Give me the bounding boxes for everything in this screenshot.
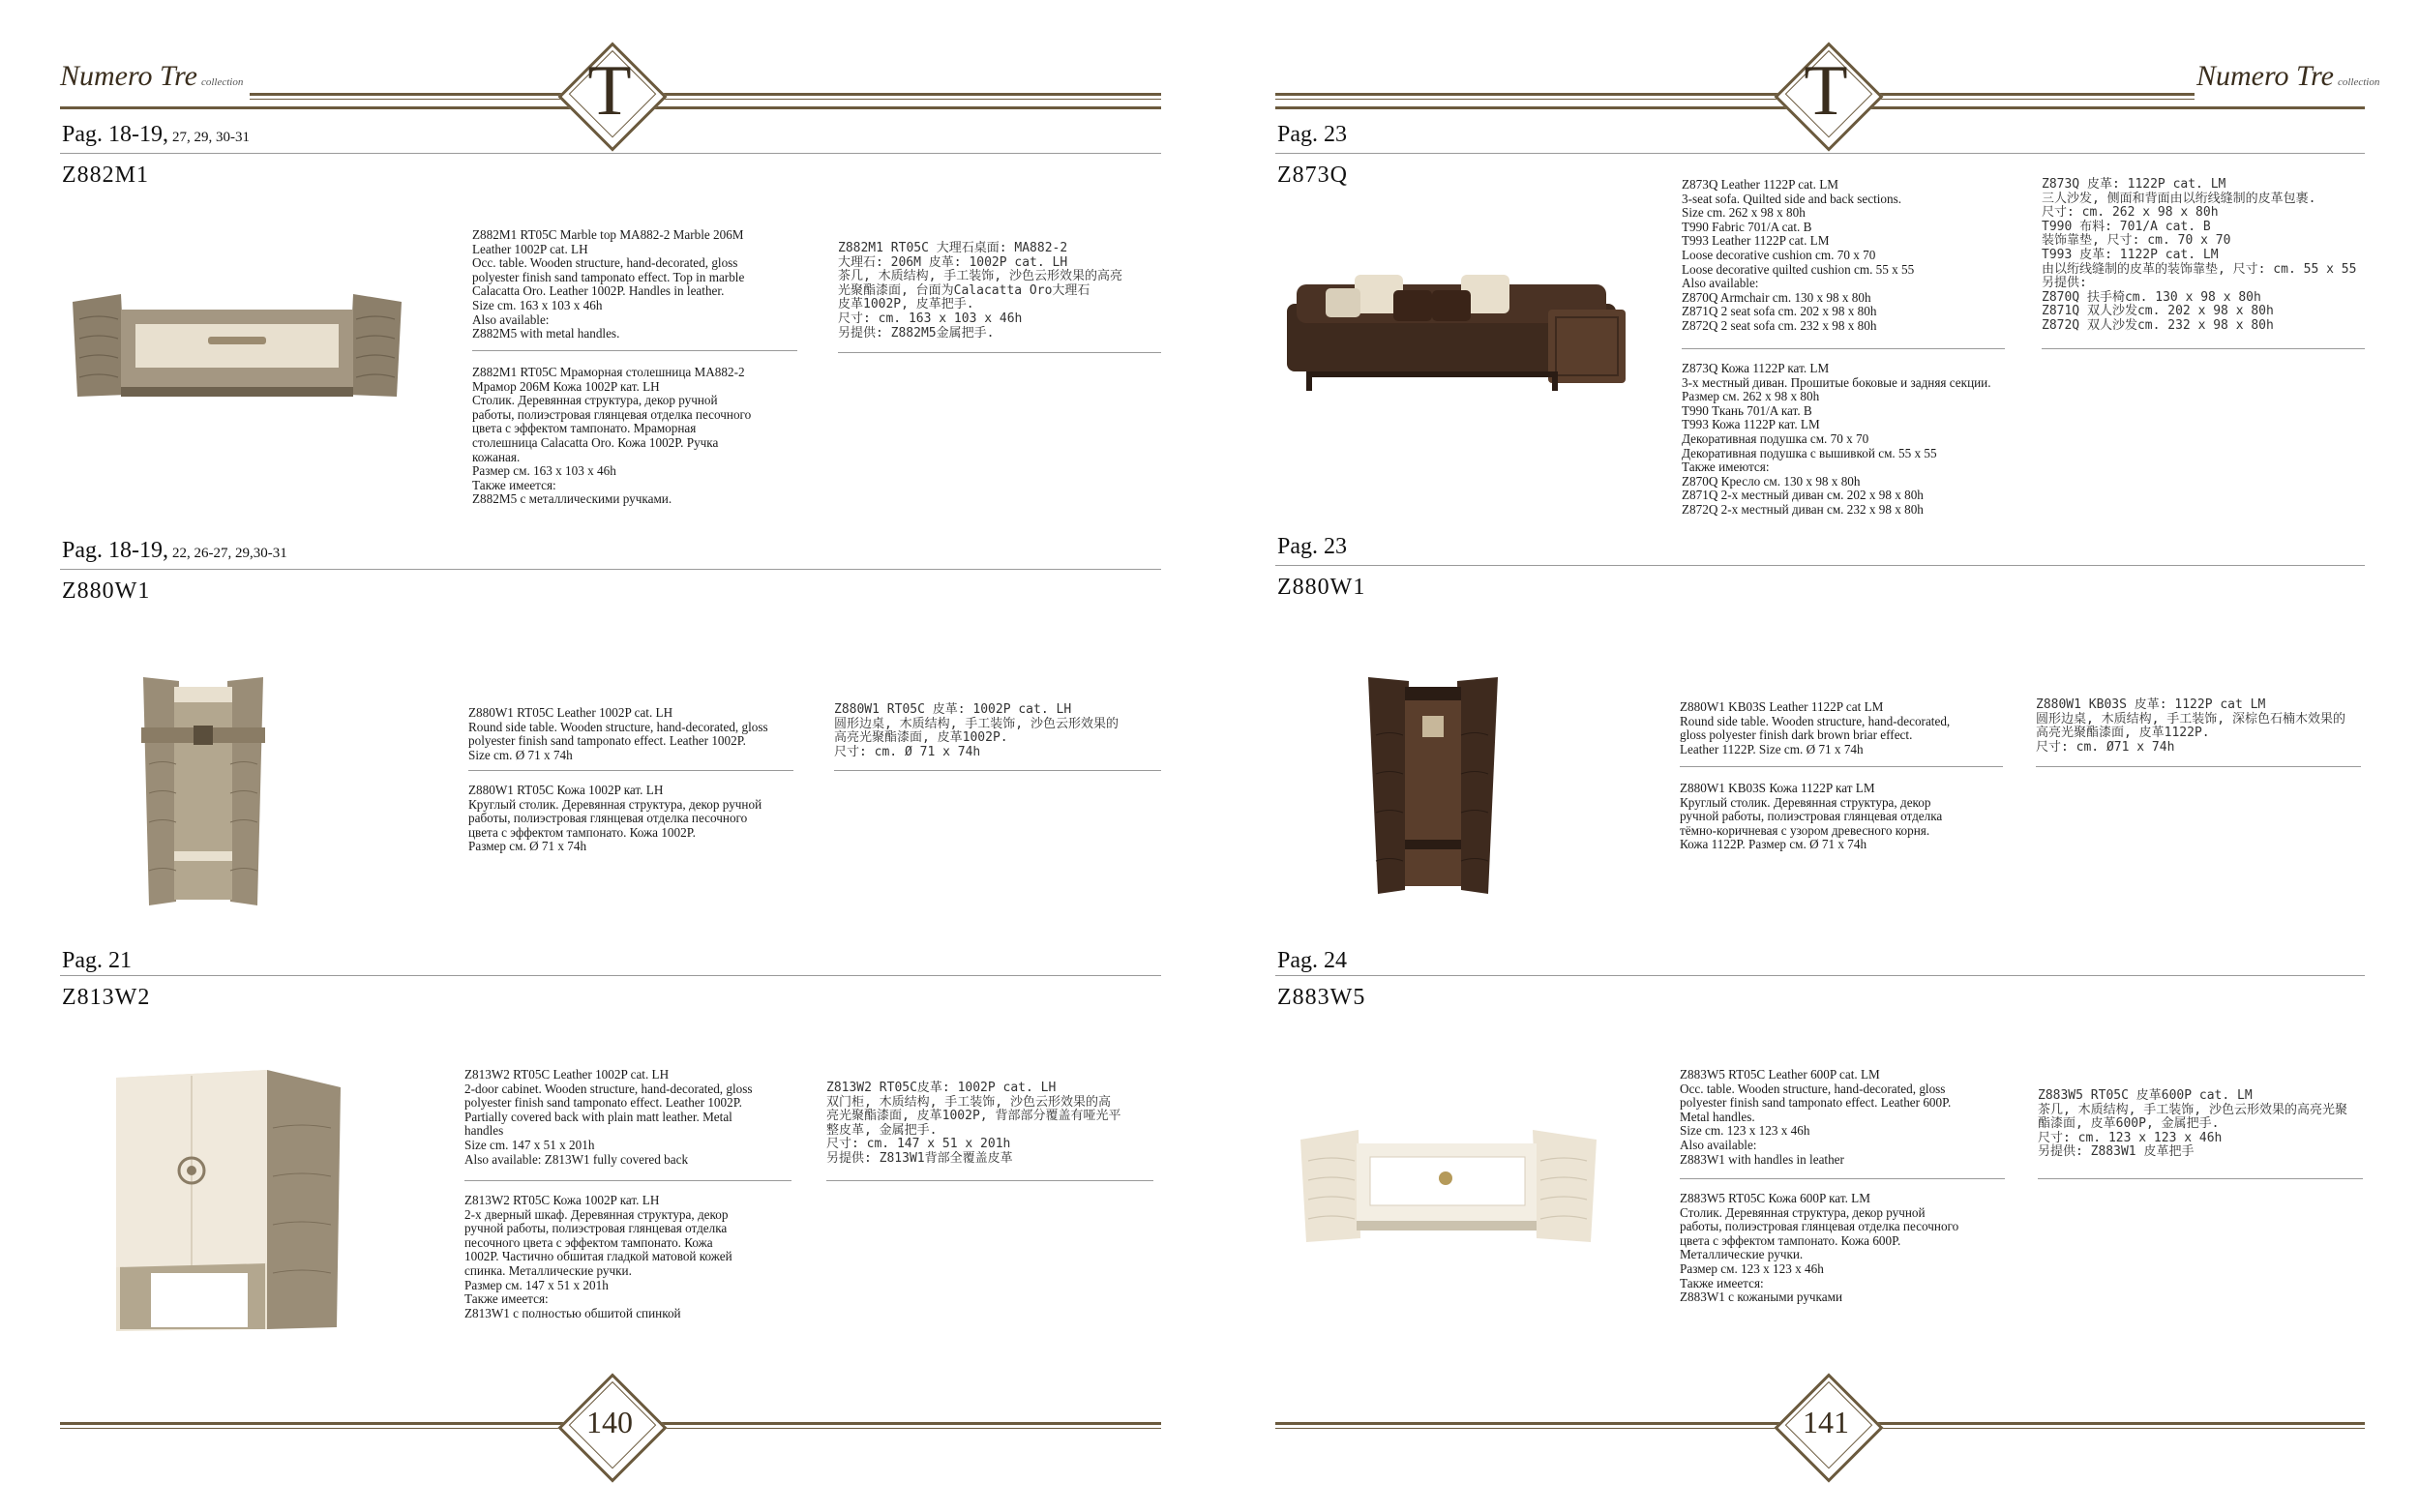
description-cn: Z880W1 RT05C 皮革: 1002P cat. LH 圆形边桌, 木质结构, 手工装饰, 沙色云形效果的 高亮光聚酯漆面, 皮革1002P. 尺寸: cm. Ø 71 x 74h: [834, 702, 1119, 759]
product-image-z880w1-brown: [1362, 677, 1504, 896]
description-ru: Z880W1 RT05C Кожа 1002P кат. LH Круглый столик. Деревянная структура, декор ручной работы, полиэстровая глянцевая отделка песочного цвета с эффектом тампонато. Кожа 1002P. Размер см. Ø 71 x 74h: [468, 783, 762, 854]
monogram-letter: T: [587, 51, 632, 131]
page-reference: Pag. 24: [1277, 948, 1347, 973]
description-cn: Z883W5 RT05C 皮革600P cat. LM 茶几, 木质结构, 手工装饰, 沙色云形效果的高亮光聚 酯漆面, 皮革600P, 金属把手. 尺寸: cm. 123 x 123 x 46h 另提供: Z883W1 皮革把手: [2038, 1088, 2347, 1160]
product-image-z813w2: [112, 1070, 344, 1333]
product-code: Z883W5: [1277, 985, 1366, 1010]
product-code: Z882M1: [62, 163, 149, 188]
description-ru: Z880W1 KB03S Кожа 1122P кат LM Круглый столик. Деревянная структура, декор ручной работы, полиэстровая глянцевая отделка тёмно-коричневая с узором древесного корня. Кожа 1122P. Размер см. Ø 71 x 74h: [1680, 781, 1943, 852]
description-cn: Z813W2 RT05C皮革: 1002P cat. LH 双门柜, 木质结构, 手工装饰, 沙色云形效果的高 亮光聚酯漆面, 皮革1002P, 背部部分覆盖有哑光平 整皮革, 金属把手. 尺寸: cm. 147 x 51 x 201h 另提供: Z813W1背部全覆盖皮革: [826, 1081, 1121, 1166]
brand-logo: Numero Tre collection: [60, 60, 244, 92]
page-reference: Pag. 23: [1277, 122, 1347, 147]
product-code: Z873Q: [1277, 163, 1348, 188]
brand-logo: Numero Tre collection: [2196, 60, 2380, 92]
description-en: Z880W1 RT05C Leather 1002P cat. LH Round side table. Wooden structure, hand-decorated, gloss polyester finish sand tamponato effect. Leather 1002P. Size cm. Ø 71 x 74h: [468, 705, 768, 762]
monogram-letter: T: [1804, 51, 1848, 131]
page-reference: Pag. 18-19, 27, 29, 30-31: [62, 122, 250, 147]
description-en: Z813W2 RT05C Leather 1002P cat. LH 2-door cabinet. Wooden structure, hand-decorated, gloss polyester finish sand tamponato effect. Leather 1002P. Partially covered back with plain matt leather. Metal handles Size cm. 147 x 51 x 201h Also available: Z813W1 fully covered back: [464, 1067, 753, 1167]
description-cn: Z873Q 皮革: 1122P cat. LM 三人沙发, 侧面和背面由以绗线缝制的皮革包裹. 尺寸: cm. 262 x 98 x 80h T990 布料: 701/A cat. B 装饰靠垫, 尺寸: cm. 70 x 70 T993 皮革: 1122P cat. LM 由以绗线缝制的皮革的装饰靠垫, 尺寸: cm. 55 x 55 另提供: Z870Q 扶手椅cm. 130 x 98 x 80h Z871Q 双人沙发cm. 202 x 98 x 80h Z872Q 双人沙发cm. 232 x 98 x 80h: [2042, 177, 2357, 333]
description-cn: Z882M1 RT05C 大理石桌面: MA882-2 大理石: 206M 皮革: 1002P cat. LH 茶几, 木质结构, 手工装饰, 沙色云形效果的高亮 光聚酯漆面, 台面为Calacatta Oro大理石 皮革1002P, 皮革把手. 尺寸: cm. 163 x 103 x 46h 另提供: Z882M5金属把手.: [838, 241, 1122, 341]
page-number: 140: [586, 1405, 633, 1439]
description-en: Z882M1 RT05C Marble top MA882-2 Marble 206M Leather 1002P cat. LH Occ. table. Wooden structure, hand-decorated, gloss polyester finish sand tamponato effect. Top in marble Calacatta Oro. Leather 1002P. Handles in leather. Size cm. 163 x 103 x 46h Also available: Z882M5 with metal handles.: [472, 227, 745, 341]
page-reference: Pag. 23: [1277, 534, 1347, 559]
description-cn: Z880W1 KB03S 皮革: 1122P cat LM 圆形边桌, 木质结构, 手工装饰, 深棕色石楠木效果的 高亮光聚酯漆面, 皮革1122P. 尺寸: cm. Ø71 x 74h: [2036, 697, 2345, 755]
description-en: Z880W1 KB03S Leather 1122P cat LM Round side table. Wooden structure, hand-decorated, gloss polyester finish dark brown briar effect. Leather 1122P. Size cm. Ø 71 x 74h: [1680, 699, 1951, 756]
product-image-z873q-sofa: [1287, 255, 1635, 400]
page-number: 141: [1803, 1405, 1849, 1439]
product-image-z880w1-sand: [135, 677, 271, 909]
description-ru: Z882M1 RT05C Мраморная столешница MA882-2 Мрамор 206M Кожа 1002P кат. LH Столик. Деревянная структура, декор ручной работы, полиэстровая глянцевая отделка песочного цвета с эффектом тампонато. Мраморная столешница Calacatta Oro. Кожа 1002P. Ручка кожаная. Размер см. 163 x 103 x 46h Также имеется: Z882M5 с металлическими ручками.: [472, 365, 752, 507]
description-en: Z873Q Leather 1122P cat. LM 3-seat sofa. Quilted side and back sections. Size cm. 262 x 98 x 80h T990 Fabric 701/A cat. B T993 Leather 1122P cat. LM Loose decorative cushion cm. 70 x 70 Loose decorative quilted cushion cm. 55 x 55 Also available: Z870Q Armchair cm. 130 x 98 x 80h Z871Q 2 seat sofa cm. 202 x 98 x 80h Z872Q 2 seat sofa cm. 232 x 98 x 80h: [1682, 177, 1915, 333]
description-ru: Z873Q Кожа 1122P кат. LM 3-х местный диван. Прошитые боковые и задняя секции. Размер см. 262 x 98 x 80h T990 Ткань 701/A кат. B T993 Кожа 1122P кат. LM Декоративная подушка см. 70 x 70 Декоративная подушка с вышивкой см. 55 x 55 Также имеются: Z870Q Кресло см. 130 x 98 x 80h Z871Q 2-х местный диван см. 202 x 98 x 80h Z872Q 2-х местный диван см. 232 x 98 x 80h: [1682, 361, 1991, 517]
description-ru: Z813W2 RT05C Кожа 1002P кат. LH 2-х дверный шкаф. Деревянная структура, декор ручной работы, полиэстровая глянцевая отделка песочного цвета с эффектом тампонато. Кожа 1002P. Частично обшитая гладкой матовой кожей спинка. Металлические ручки. Размер см. 147 x 51 x 201h Также имеется: Z813W1 с полностью обшитой спинкой: [464, 1193, 732, 1320]
product-code: Z880W1: [62, 578, 151, 604]
product-image-z883w5: [1300, 1122, 1600, 1248]
description-en: Z883W5 RT05C Leather 600P cat. LM Occ. table. Wooden structure, hand-decorated, gloss polyester finish sand tamponato effect. Leather 600P. Metal handles. Size cm. 123 x 123 x 46h Also available: Z883W1 with handles in leather: [1680, 1067, 1952, 1167]
page-reference: Pag. 18-19, 22, 26-27, 29,30-31: [62, 538, 287, 563]
product-code: Z880W1: [1277, 575, 1366, 600]
description-ru: Z883W5 RT05C Кожа 600P кат. LM Столик. Деревянная структура, декор ручной работы, полиэстровая глянцевая отделка песочного цвета с эффектом тампонато. Кожа 600P. Металлические ручки. Размер см. 123 x 123 x 46h Также имеется: Z883W1 с кожаными ручками: [1680, 1191, 1959, 1305]
page-reference: Pag. 21: [62, 948, 132, 973]
product-image-z882m1: [68, 290, 406, 406]
product-code: Z813W2: [62, 985, 151, 1010]
